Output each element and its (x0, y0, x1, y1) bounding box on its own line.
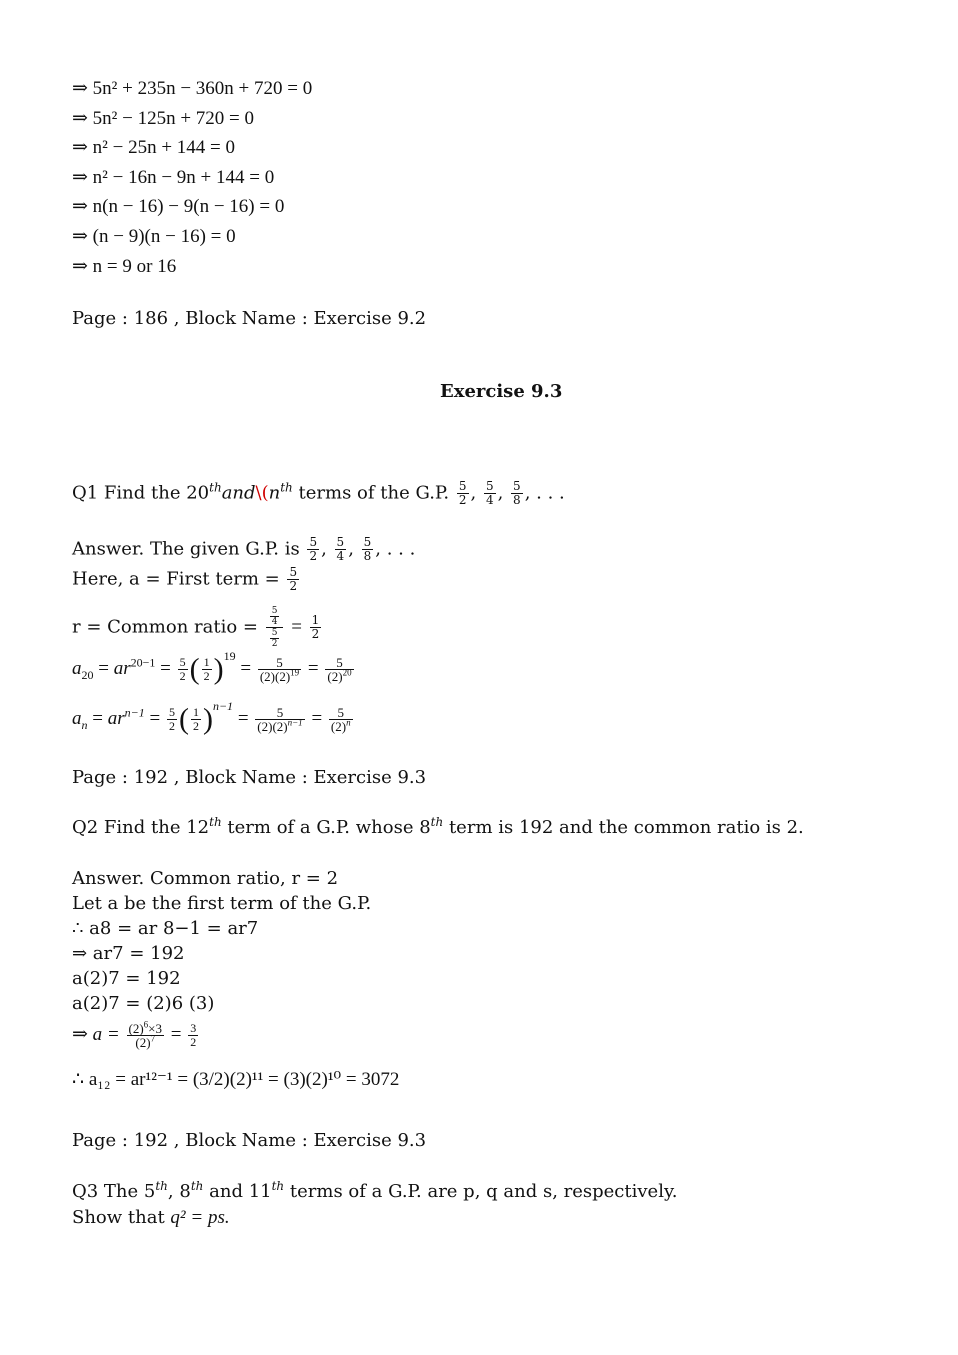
q3-text-d: terms of a G.P. are p, q and s, respectively. (289, 1181, 678, 1202)
q3-th-1: th (155, 1179, 168, 1193)
solution-line-2: ⇒ 5n² − 125n + 720 = 0 (72, 108, 255, 129)
page-reference-3: Page : 192 , Block Name : Exercise 9.3 (72, 1130, 427, 1151)
q2-a-value: ⇒ a = $\frac{(2)^6\times 3}{(2)^7}$ = $\frac{3}{2}$ (72, 1019, 197, 1050)
q1-escape: \( (255, 482, 269, 504)
solution-line-6: ⇒ (n − 9)(n − 16) = 0 (72, 226, 236, 247)
page-reference-2: Page : 192 , Block Name : Exercise 9.3 (72, 767, 427, 788)
q3-th-2: th (190, 1179, 204, 1193)
solution-line-5: ⇒ n(n − 16) − 9(n − 16) = 0 (72, 196, 285, 217)
solution-line-7: ⇒ n = 9 or 16 (72, 256, 177, 277)
q2-a-expr: ⇒ a = (72, 1023, 120, 1045)
solution-line-3: ⇒ n² − 25n + 144 = 0 (72, 137, 236, 158)
q2-th-1: th (209, 815, 222, 829)
q2-answer-line-4: ⇒ ar7 = 192 (72, 943, 185, 964)
question-1: Q1 Find the $20thand\backslash(n^{th}$ terms of the G.P. $\frac{5}{2}$ , $\frac{5}{4}$ , $\frac{5}{8}$ , . . . (72, 479, 565, 507)
q3-text-a: Q3 The 5 (72, 1181, 156, 1202)
page-reference-1: Page : 186 , Block Name : Exercise 9.2 (72, 308, 427, 329)
q3-text-e: Show that (72, 1207, 165, 1228)
q1-answer: Answer. The given G.P. is $\frac{5}{2}$ , $\frac{5}{4}$ , $\frac{5}{8}$ , . . . (72, 535, 416, 563)
q3-th-3: th (271, 1179, 285, 1193)
q2-text-a: Q2 Find the 12 (72, 817, 210, 838)
q1-suffix: terms of the G.P. (298, 482, 450, 504)
q1-ratio: r = Common ratio = $\frac{\frac{5}{4}}{\frac{5}{2}}$ = $\frac{1}{2}$ (72, 606, 320, 649)
q2-answer-line-1: Answer. Common ratio, r = 2 (72, 868, 339, 889)
solution-line-1: ⇒ 5n² + 235n − 360n + 720 = 0 (72, 78, 313, 99)
q1-th-2: th (280, 480, 293, 495)
question-3 (72, 1180, 677, 1204)
q2-answer-line-6: a(2)7 = (2)6 (3) (72, 993, 215, 1014)
q1-first-term: Here, a = First term = $\frac{5}{2}$ (72, 565, 298, 593)
q2-text-c: term is 192 and the common ratio is 2. (448, 817, 804, 838)
section-heading: Exercise 9.3 (440, 381, 563, 402)
q3-text-b: , 8 (167, 1181, 191, 1202)
question-3-claim (72, 1206, 230, 1230)
q1-n: n (268, 482, 281, 504)
q2-th-2: th (430, 815, 444, 829)
q2-answer-line-3: ∴ a8 = ar 8−1 = ar7 (72, 918, 259, 939)
q1-prefix: Q1 Find the 20 (72, 482, 210, 504)
q1-and: and (221, 482, 256, 504)
q2-final: ∴ a₁₂ = ar¹²⁻¹ = (3/2)(2)¹¹ = (3)(2)¹⁰ = 3072 (72, 1069, 400, 1090)
q1-a20-formula: $a_{20} = ar^{20-1}$ = $\frac{5}{2}$ ( $\frac{1}{2}$ )$^{19}$ = $\frac{5}{(2)(2)^{19}}$ = $\frac{5}{(2)^{20}}$ (72, 649, 352, 686)
q1-answer-text: Answer. The given G.P. is (72, 538, 300, 560)
q1-th-1: th (209, 480, 222, 495)
q2-answer-line-2: Let a be the first term of the G.P. (72, 893, 372, 914)
q2-text-b: term of a G.P. whose 8 (227, 817, 431, 838)
q3-text-c: and 11 (209, 1181, 272, 1202)
q2-answer-line-5: a(2)7 = 192 (72, 968, 181, 989)
q1-first-term-label: Here, a = First term = (72, 568, 280, 590)
question-2 (72, 816, 804, 840)
q1-ratio-label: r = Common ratio = (72, 616, 258, 638)
solution-line-4: ⇒ n² − 16n − 9n + 144 = 0 (72, 167, 275, 188)
q3-claim: q² = ps. (170, 1207, 230, 1228)
q1-an-formula: $a_n = ar^{n-1}$ = $\frac{5}{2}$ ( $\frac{1}{2}$ )$^{n-1}$ = $\frac{5}{(2)(2)^{n-1}}$ = $\frac{5}{(2)^n}$ (72, 699, 351, 736)
